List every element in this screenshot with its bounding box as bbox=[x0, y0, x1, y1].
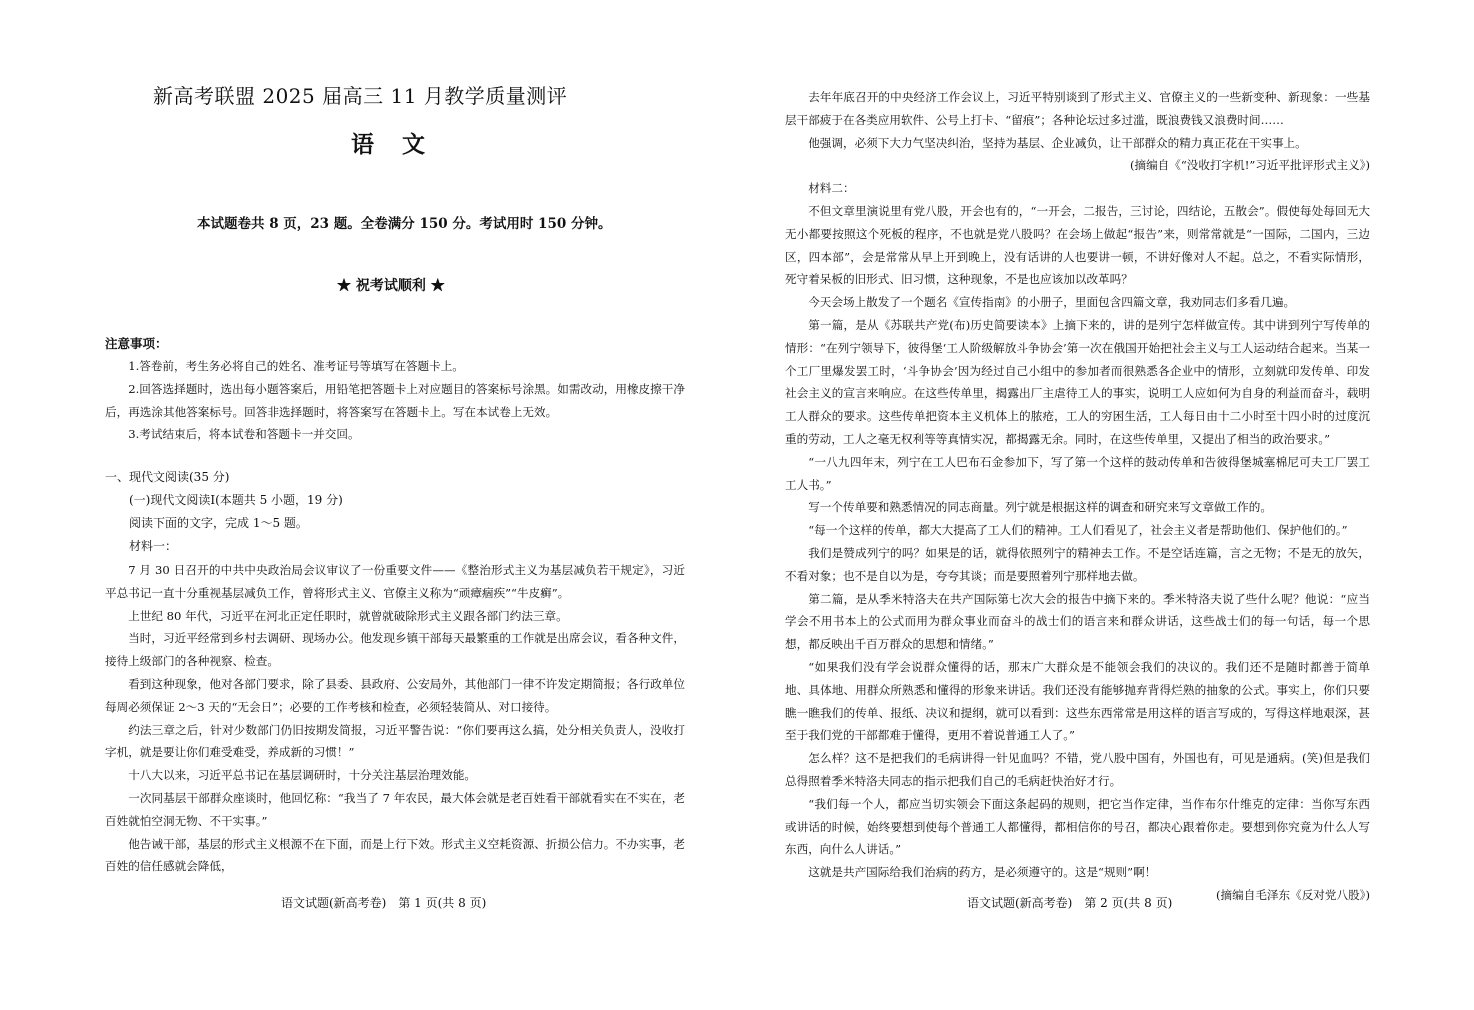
paragraph: 他强调，必须下大力气坚决纠治，坚持为基层、企业减负，让干部群众的精力真正花在干实事上。 bbox=[808, 135, 1307, 150]
reading-instruction: 阅读下面的文字，完成 1～5 题。 bbox=[129, 516, 308, 530]
paragraph: 十八大以来，习近平总书记在基层调研时，十分关注基层治理效能。 bbox=[128, 768, 477, 783]
material-one-text bbox=[105, 559, 685, 878]
notice-item: 3.考试结束后，将本试卷和答题卡一并交回。 bbox=[128, 427, 360, 442]
paragraph: 7 月 30 日召开的中共中央政治局会议审议了一份重要文件——《整治形式主义为基层减负若干规定》，习近平总书记一直十分重视基层减负工作，曾将形式主义、官僚主义称为“顽瘴痼疾”“牛皮癣”。 bbox=[105, 563, 685, 600]
good-luck-wish: ★ 祝考试顺利 ★ bbox=[337, 278, 445, 294]
paragraph: “如果我们没有学会说群众懂得的话，那末广大群众是不能领会我们的决议的。我们还不是随时都善于简单地、具体地、用群众所熟悉和懂得的形象来讲话。我们还没有能够抛弃背得烂熟的抽象的公式。事实上，你们只要瞧一瞧我们的传单、报纸、决议和提纲，就可以看到：这些东西常常是用这样的语言写成的，写得这样地艰深，甚至于我们党的干部都难于懂得，更用不着说普通工人了。” bbox=[785, 659, 1370, 743]
paragraph: 一次同基层干部群众座谈时，他回忆称：“我当了 7 年农民，最大体会就是老百姓看干部就看实在不实在，老百姓就怕空洞无物、不干实事。” bbox=[105, 790, 685, 828]
exam-summary: 本试题卷共 8 页，23 题。全卷满分 150 分。考试用时 150 分钟。 bbox=[197, 216, 612, 232]
source-citation: (摘编自毛泽东《反对党八股》) bbox=[1216, 887, 1370, 902]
paragraph: “一八九四年末，列宁在工人巴布石金参加下，写了第一个这样的鼓动传单和告彼得堡城塞棉尼可夫工厂罢工工人书。” bbox=[785, 454, 1370, 492]
notice-item: 1.答卷前，考生务必将自己的姓名、准考证号等填写在答题卡上。 bbox=[128, 359, 464, 373]
paragraph: 今天会场上散发了一个题名《宣传指南》的小册子，里面包含四篇文章，我劝同志们多看几遍。 bbox=[808, 295, 1296, 310]
page-right bbox=[785, 0, 1370, 1010]
paragraph: “我们每一个人，都应当切实领会下面这条起码的规则，把它当作定律，当作布尔什维克的定律：当你写东西或讲话的时候，始终要想到使每个普通工人都懂得，都相信你的号召，都决心跟着你走。要想到你究竟为什么人写东西，向什么人讲话。” bbox=[785, 796, 1370, 857]
paragraph: 约法三章之后，针对少数部门仍旧按期发简报，习近平警告说：“你们要再这么搞，处分相关负责人，没收打字机，就是要让你们难受难受，养成新的习惯！” bbox=[105, 722, 685, 760]
notice-list bbox=[105, 355, 685, 446]
paragraph: 写一个传单要和熟悉情况的同志商量。列宁就是根据这样的调查和研究来写文章做工作的。 bbox=[808, 500, 1272, 515]
paragraph: 不但文章里演说里有党八股，开会也有的，“一开会，二报告，三讨论，四结论，五散会”。假使每处每回无大无小都要按照这个死板的程序，不也就是党八股吗？在会场上做起“报告”来，则常常就是“一国际，二国内，三边区，四本部”，会是常常从早上开到晚上，没有话讲的人也要讲一顿，不讲好像对人不起。总之，不看实际情形，死守着呆板的旧形式、旧习惯，这种现象，不是也应该加以改革吗？ bbox=[785, 203, 1370, 287]
subject-title: 语文 bbox=[351, 131, 453, 158]
paragraph: 我们是赞成列宁的吗？如果是的话，就得依照列宁的精神去工作。不是空话连篇，言之无物；不是无的放矢，不看对象；也不是自以为是，夸夸其谈；而是要照着列宁那样地去做。 bbox=[785, 545, 1370, 583]
section-heading: 一、现代文阅读(35 分) bbox=[105, 470, 230, 484]
paragraph: 当时，习近平经常到乡村去调研、现场办公。他发现乡镇干部每天最繁重的工作就是出席会议，看各种文件，接待上级部门的各种视察、检查。 bbox=[105, 631, 685, 669]
source-citation: (摘编自《“没收打字机!”习近平批评形式主义》) bbox=[1129, 158, 1370, 173]
paragraph: 他告诫干部，基层的形式主义根源不在下面，而是上行下效。形式主义空耗资源、折损公信力。不办实事，老百姓的信任感就会降低， bbox=[105, 836, 685, 874]
page-footer: 语文试题(新高考卷) 第 1 页(共 8 页) bbox=[281, 896, 487, 910]
notice-item: 2.回答选择题时，选出每小题答案后，用铅笔把答题卡上对应题目的答案标号涂黑。如需改动，用橡皮擦干净后，再选涂其他答案标号。回答非选择题时，将答案写在答题卡上。写在本试卷上无效。 bbox=[105, 381, 685, 419]
material-one-continued bbox=[785, 86, 1370, 907]
material-two-label: 材料二： bbox=[808, 181, 855, 196]
paragraph: 怎么样？这不是把我们的毛病讲得一针见血吗？不错，党八股中国有，外国也有，可见是通病。(笑)但是我们总得照着季米特洛夫同志的指示把我们自己的毛病赶快治好才行。 bbox=[785, 751, 1370, 788]
paragraph: 上世纪 80 年代，习近平在河北正定任职时，就曾就破除形式主义跟各部门约法三章。 bbox=[128, 608, 568, 623]
sub-section-heading: (一)现代文阅读Ⅰ(本题共 5 小题，19 分) bbox=[129, 493, 343, 507]
page-footer: 语文试题(新高考卷) 第 2 页(共 8 页) bbox=[967, 896, 1173, 910]
page-left bbox=[105, 0, 685, 1010]
paragraph: 第二篇，是从季米特洛夫在共产国际第七次大会的报告中摘下来的。季米特洛夫说了些什么呢？他说：“应当学会不用书本上的公式而用为群众事业而奋斗的战士们的语言来和群众讲话，这些战士们的每一句话，每一个思想，都反映出千百万群众的思想和情绪。” bbox=[785, 591, 1370, 652]
material-one-label: 材料一： bbox=[129, 539, 178, 553]
paragraph: 第一篇，是从《苏联共产党(布)历史简要读本》上摘下来的，讲的是列宁怎样做宣传。其中讲到列宁写传单的情形：“在列宁领导下，彼得堡‘工人阶级解放斗争协会’第一次在俄国开始把社会主义与工人运动结合起来。当某一个工厂里爆发罢工时，‘斗争协会’因为经过自己小组中的参加者而很熟悉各企业中的情形，立刻就印发传单、印发社会主义的宣言来响应。在这些传单里，揭露出厂主虐待工人的事实，说明工人应如何为自身的利益而奋斗，载明工人群众的要求。这些传单把资本主义机体上的脓疮，工人的穷困生活，工人每日由十二小时至十四小时的过度沉重的劳动，工人之毫无权利等等真情实况，都揭露无余。同时，在这些传单里，又提出了相当的政治要求。” bbox=[785, 317, 1370, 446]
paragraph: 这就是共产国际给我们治病的药方，是必须遵守的。这是“规则”啊！ bbox=[808, 865, 1157, 880]
paragraph: “每一个这样的传单，都大大提高了工人们的精神。工人们看见了，社会主义者是帮助他们、保护他们的。” bbox=[808, 523, 1348, 538]
notice-title: 注意事项： bbox=[105, 336, 168, 351]
exam-title: 新高考联盟 2025 届高三 11 月教学质量测评 bbox=[153, 84, 568, 108]
paragraph: 去年年底召开的中央经济工作会议上，习近平特别谈到了形式主义、官僚主义的一些新变种、新现象：一些基层干部疲于在各类应用软件、公号上打卡、“留痕”；各种论坛过多过滥，既浪费钱又浪费时间…… bbox=[785, 90, 1370, 127]
paragraph: 看到这种现象，他对各部门要求，除了县委、县政府、公安局外，其他部门一律不许发定期简报；各行政单位每周必须保证 2～3 天的“无会日”；必要的工作考核和检查，必须轻装简从、对口接待。 bbox=[105, 676, 685, 714]
